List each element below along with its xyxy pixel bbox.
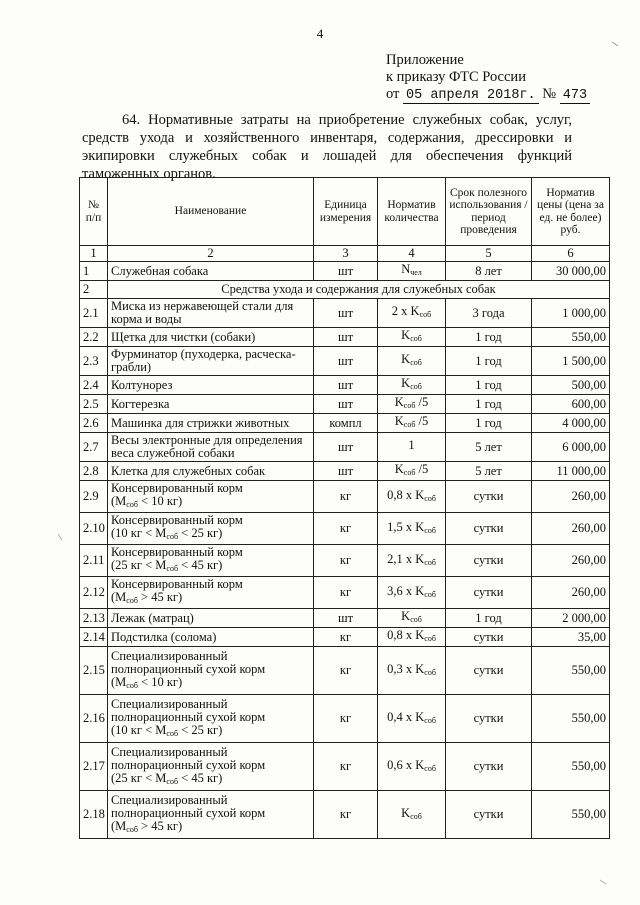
- qty-sub: соб: [424, 525, 436, 535]
- qty-prefix: 1: [408, 438, 415, 452]
- weight-condition: [111, 772, 310, 788]
- useful-term: 1 год: [446, 328, 532, 347]
- unit: кг: [314, 743, 378, 791]
- unit: кг: [314, 481, 378, 513]
- qty-prefix: 0,4 х K: [387, 709, 425, 724]
- useful-term: сутки: [446, 791, 532, 839]
- quantity-norm: [378, 347, 446, 376]
- item-name: [108, 262, 314, 281]
- qty-sub: соб: [424, 715, 436, 725]
- row-number: 2.12: [80, 577, 108, 609]
- row-number: 2.16: [80, 695, 108, 743]
- quantity-norm: [378, 481, 446, 513]
- unit: кг: [314, 695, 378, 743]
- quantity-norm: [378, 299, 446, 328]
- row-number: 2.6: [80, 414, 108, 433]
- useful-term: 8 лет: [446, 262, 532, 281]
- item-name-text: Специализированный полнорационный сухой корм: [111, 744, 266, 772]
- table-row: [80, 695, 610, 743]
- section-heading: 64. Нормативные затраты на приобретение служебных собак, услуг, средств ухода и хозяйственного инвентаря, содержания, дрессировки и экипировки служебных собак и лошадей для обеспечения функций таможенных органов.: [82, 112, 572, 182]
- condition-post: < 25 кг): [178, 526, 223, 540]
- unit: кг: [314, 513, 378, 545]
- item-name-text: Щетка для чистки (собаки): [111, 329, 256, 344]
- qty-prefix: K: [394, 462, 404, 476]
- condition-post: > 45 кг): [137, 590, 183, 604]
- quantity-norm: [378, 791, 446, 839]
- item-name-text: Миска из нержавеющей стали для корма и воды: [111, 299, 294, 326]
- qty-prefix: K: [401, 805, 411, 820]
- qty-sub: чел: [410, 268, 422, 277]
- qty-sub: соб: [403, 401, 416, 410]
- qty-prefix: 2,1 х K: [387, 551, 425, 566]
- price-norm: 2 000,00: [532, 609, 610, 628]
- weight-condition: [111, 676, 310, 692]
- qty-prefix: 0,8 х K: [387, 487, 425, 502]
- index-cell: 5: [446, 246, 532, 262]
- qty-sub: соб: [410, 334, 422, 343]
- qty-sub: соб: [419, 310, 432, 319]
- item-name-text: Весы электронные для определения веса служебной собаки: [111, 433, 303, 460]
- condition-pre: (10 кг < M: [111, 526, 167, 540]
- qty-suffix: /5: [415, 462, 429, 476]
- header-cell: Норматив цены (цена за ед. не более) руб.: [532, 178, 610, 246]
- useful-term: сутки: [446, 577, 532, 609]
- index-cell: 2: [108, 246, 314, 262]
- useful-term: 1 год: [446, 376, 532, 395]
- quantity-norm: [378, 628, 446, 647]
- qty-sub: соб: [424, 667, 436, 677]
- condition-sub: соб: [126, 500, 138, 509]
- table-row: [80, 433, 610, 462]
- unit: шт: [314, 299, 378, 328]
- table-header-row: [80, 178, 610, 246]
- quantity-norm: [378, 395, 446, 414]
- condition-post: < 10 кг): [137, 674, 183, 689]
- unit: шт: [314, 262, 378, 281]
- qty-suffix: /5: [415, 414, 429, 428]
- row-number: 2.2: [80, 328, 108, 347]
- useful-term: 5 лет: [446, 433, 532, 462]
- row-number: 2.5: [80, 395, 108, 414]
- price-norm: 550,00: [532, 328, 610, 347]
- row-number: 2.10: [80, 513, 108, 545]
- unit: кг: [314, 628, 378, 647]
- quantity-norm: [378, 414, 446, 433]
- table-row: [80, 328, 610, 347]
- condition-sub: соб: [166, 776, 179, 786]
- row-number: 2.18: [80, 791, 108, 839]
- row-number: 2.7: [80, 433, 108, 462]
- item-name: [108, 609, 314, 628]
- condition-sub: соб: [166, 728, 179, 738]
- row-number: 2.14: [80, 628, 108, 647]
- item-name: [108, 481, 314, 513]
- weight-condition: [111, 559, 310, 575]
- qty-prefix: 0,3 х K: [387, 661, 425, 676]
- unit: кг: [314, 647, 378, 695]
- quantity-norm: [378, 647, 446, 695]
- unit: кг: [314, 577, 378, 609]
- useful-term: 1 год: [446, 347, 532, 376]
- price-norm: 35,00: [532, 628, 610, 647]
- weight-condition: [111, 495, 310, 511]
- quantity-norm: [378, 577, 446, 609]
- row-number: 2.15: [80, 647, 108, 695]
- norms-table: [79, 177, 610, 839]
- qty-suffix: /5: [415, 395, 429, 409]
- price-norm: 11 000,00: [532, 462, 610, 481]
- qty-sub: соб: [424, 763, 436, 773]
- item-name: [108, 545, 314, 577]
- qty-sub: соб: [424, 589, 436, 599]
- page-number: 4: [316, 26, 324, 41]
- useful-term: 1 год: [446, 609, 532, 628]
- item-name: [108, 299, 314, 328]
- price-norm: 4 000,00: [532, 414, 610, 433]
- row-number: 1: [80, 262, 108, 281]
- header-cell: Наименование: [108, 178, 314, 246]
- qty-prefix: N: [401, 262, 411, 276]
- row-number: 2.13: [80, 609, 108, 628]
- price-norm: 550,00: [532, 695, 610, 743]
- price-norm: 550,00: [532, 791, 610, 839]
- item-name-text: Специализированный полнорационный сухой корм: [111, 696, 266, 724]
- condition-post: < 10 кг): [137, 494, 183, 508]
- price-norm: 260,00: [532, 513, 610, 545]
- condition-pre: (M: [111, 494, 127, 508]
- qty-sub: соб: [403, 420, 416, 429]
- item-name-text: Машинка для стрижки животных: [111, 415, 290, 430]
- qty-prefix: K: [401, 609, 411, 623]
- row-number: 2.4: [80, 376, 108, 395]
- item-name: [108, 743, 314, 791]
- condition-sub: соб: [126, 824, 138, 834]
- index-cell: 4: [378, 246, 446, 262]
- condition-sub: соб: [166, 564, 179, 573]
- price-norm: 1 500,00: [532, 347, 610, 376]
- scan-speck: [58, 534, 62, 540]
- qty-sub: соб: [410, 358, 422, 367]
- item-name-text: Клетка для служебных собак: [111, 463, 266, 478]
- column-index-row: [80, 246, 610, 262]
- item-name: [108, 791, 314, 839]
- qty-sub: соб: [410, 811, 422, 821]
- table-section-row: [80, 281, 610, 299]
- price-norm: 1 000,00: [532, 299, 610, 328]
- quantity-norm: [378, 328, 446, 347]
- condition-pre: (25 кг < M: [111, 770, 167, 785]
- condition-pre: (M: [111, 590, 127, 604]
- weight-condition: [111, 724, 310, 740]
- item-name-text: Подстилка (солома): [111, 629, 217, 644]
- useful-term: 5 лет: [446, 462, 532, 481]
- unit: кг: [314, 545, 378, 577]
- index-cell: 6: [532, 246, 610, 262]
- price-norm: 260,00: [532, 545, 610, 577]
- quantity-norm: [378, 609, 446, 628]
- useful-term: 1 год: [446, 414, 532, 433]
- table-row: [80, 545, 610, 577]
- condition-sub: соб: [126, 680, 138, 690]
- condition-sub: соб: [126, 596, 138, 605]
- quantity-norm: [378, 545, 446, 577]
- scan-speck: [600, 880, 606, 884]
- item-name: [108, 414, 314, 433]
- unit: шт: [314, 433, 378, 462]
- condition-pre: (M: [111, 674, 127, 689]
- condition-post: < 25 кг): [178, 722, 223, 737]
- weight-condition: [111, 527, 310, 543]
- table-row: [80, 577, 610, 609]
- table-row: [80, 376, 610, 395]
- condition-post: < 45 кг): [178, 558, 223, 572]
- quantity-norm: [378, 262, 446, 281]
- appendix-title: Приложение: [386, 52, 464, 68]
- item-name-text: Консервированный корм: [111, 545, 243, 559]
- table-row: [80, 647, 610, 695]
- unit: шт: [314, 609, 378, 628]
- appendix-block: [386, 52, 590, 104]
- unit: шт: [314, 347, 378, 376]
- item-name: [108, 462, 314, 481]
- item-name: [108, 647, 314, 695]
- number-sign: №: [542, 86, 557, 102]
- item-name-text: Консервированный корм: [111, 577, 243, 591]
- row-number: 2.11: [80, 545, 108, 577]
- qty-prefix: 2 х K: [391, 304, 420, 318]
- item-name-text: Когтерезка: [111, 396, 170, 411]
- quantity-norm: [378, 433, 446, 462]
- condition-pre: (M: [111, 818, 127, 833]
- quantity-norm: [378, 376, 446, 395]
- table-row: [80, 609, 610, 628]
- weight-condition: [111, 820, 310, 836]
- price-norm: 550,00: [532, 647, 610, 695]
- price-norm: 260,00: [532, 577, 610, 609]
- qty-prefix: K: [394, 414, 404, 428]
- item-name: [108, 328, 314, 347]
- item-name: [108, 347, 314, 376]
- qty-sub: соб: [410, 382, 422, 391]
- row-number: 2.1: [80, 299, 108, 328]
- condition-pre: (25 кг < M: [111, 558, 167, 572]
- header-cell: Единица измерения: [314, 178, 378, 246]
- item-name: [108, 433, 314, 462]
- scan-speck: [612, 42, 618, 46]
- item-name: [108, 395, 314, 414]
- qty-prefix: K: [394, 395, 404, 409]
- unit: шт: [314, 376, 378, 395]
- condition-sub: соб: [166, 532, 179, 541]
- row-number: 2.17: [80, 743, 108, 791]
- useful-term: сутки: [446, 545, 532, 577]
- table-row: [80, 743, 610, 791]
- item-name: [108, 577, 314, 609]
- table-row: [80, 262, 610, 281]
- unit: шт: [314, 462, 378, 481]
- condition-post: < 45 кг): [178, 770, 223, 785]
- item-name-text: Специализированный полнорационный сухой корм: [111, 792, 266, 820]
- useful-term: сутки: [446, 628, 532, 647]
- qty-sub: соб: [410, 615, 422, 624]
- quantity-norm: [378, 462, 446, 481]
- weight-condition: [111, 591, 310, 607]
- row-number: 2: [80, 281, 108, 299]
- item-name-text: Служебная собака: [111, 263, 209, 278]
- table-row: [80, 462, 610, 481]
- condition-pre: (10 кг < M: [111, 722, 167, 737]
- item-name: [108, 513, 314, 545]
- index-cell: 1: [80, 246, 108, 262]
- quantity-norm: [378, 513, 446, 545]
- qty-prefix: K: [401, 376, 411, 390]
- qty-prefix: 1,5 х K: [387, 519, 425, 534]
- table-row: [80, 395, 610, 414]
- table-row: [80, 299, 610, 328]
- table-row: [80, 347, 610, 376]
- qty-prefix: 0,8 х K: [387, 628, 425, 642]
- qty-sub: соб: [403, 468, 416, 477]
- header-cell: Срок полезного использования /период проведения: [446, 178, 532, 246]
- item-name-text: Специализированный полнорационный сухой корм: [111, 648, 266, 676]
- header-cell: № п/п: [80, 178, 108, 246]
- item-name-text: Колтунорез: [111, 377, 173, 392]
- item-name: [108, 695, 314, 743]
- qty-sub: соб: [424, 557, 436, 567]
- unit: шт: [314, 395, 378, 414]
- index-cell: 3: [314, 246, 378, 262]
- item-name-text: Лежак (матрац): [111, 610, 194, 625]
- table-row: [80, 513, 610, 545]
- item-name-text: Консервированный корм: [111, 513, 243, 527]
- qty-prefix: 0,6 х K: [387, 757, 425, 772]
- section-title: Средства ухода и содержания для служебных собак: [108, 281, 610, 299]
- unit: компл: [314, 414, 378, 433]
- row-number: 2.3: [80, 347, 108, 376]
- price-norm: 600,00: [532, 395, 610, 414]
- qty-prefix: K: [401, 328, 411, 342]
- row-number: 2.9: [80, 481, 108, 513]
- useful-term: сутки: [446, 695, 532, 743]
- quantity-norm: [378, 695, 446, 743]
- condition-post: > 45 кг): [137, 818, 183, 833]
- qty-sub: соб: [424, 634, 436, 643]
- appendix-order-ref: к приказу ФТС России: [386, 69, 526, 85]
- qty-prefix: K: [401, 352, 411, 366]
- unit: кг: [314, 791, 378, 839]
- order-number: 473: [560, 88, 590, 104]
- qty-prefix: 3,6 х K: [387, 583, 425, 598]
- table-row: [80, 414, 610, 433]
- date-prefix: от: [386, 86, 400, 102]
- price-norm: 550,00: [532, 743, 610, 791]
- table-row: [80, 791, 610, 839]
- useful-term: сутки: [446, 513, 532, 545]
- appendix-date-line: [386, 86, 590, 104]
- item-name: [108, 376, 314, 395]
- price-norm: 6 000,00: [532, 433, 610, 462]
- quantity-norm: [378, 743, 446, 791]
- table-row: [80, 628, 610, 647]
- item-name: [108, 628, 314, 647]
- price-norm: 500,00: [532, 376, 610, 395]
- price-norm: 30 000,00: [532, 262, 610, 281]
- table-row: [80, 481, 610, 513]
- item-name-text: Фурминатор (пуходерка, расческа-грабли): [111, 347, 296, 374]
- qty-sub: соб: [424, 493, 436, 503]
- row-number: 2.8: [80, 462, 108, 481]
- useful-term: сутки: [446, 743, 532, 791]
- order-date: 05 апреля 2018г.: [403, 88, 539, 104]
- unit: шт: [314, 328, 378, 347]
- useful-term: сутки: [446, 647, 532, 695]
- useful-term: 3 года: [446, 299, 532, 328]
- price-norm: 260,00: [532, 481, 610, 513]
- header-cell: Норматив количества: [378, 178, 446, 246]
- item-name-text: Консервированный корм: [111, 481, 243, 495]
- useful-term: сутки: [446, 481, 532, 513]
- useful-term: 1 год: [446, 395, 532, 414]
